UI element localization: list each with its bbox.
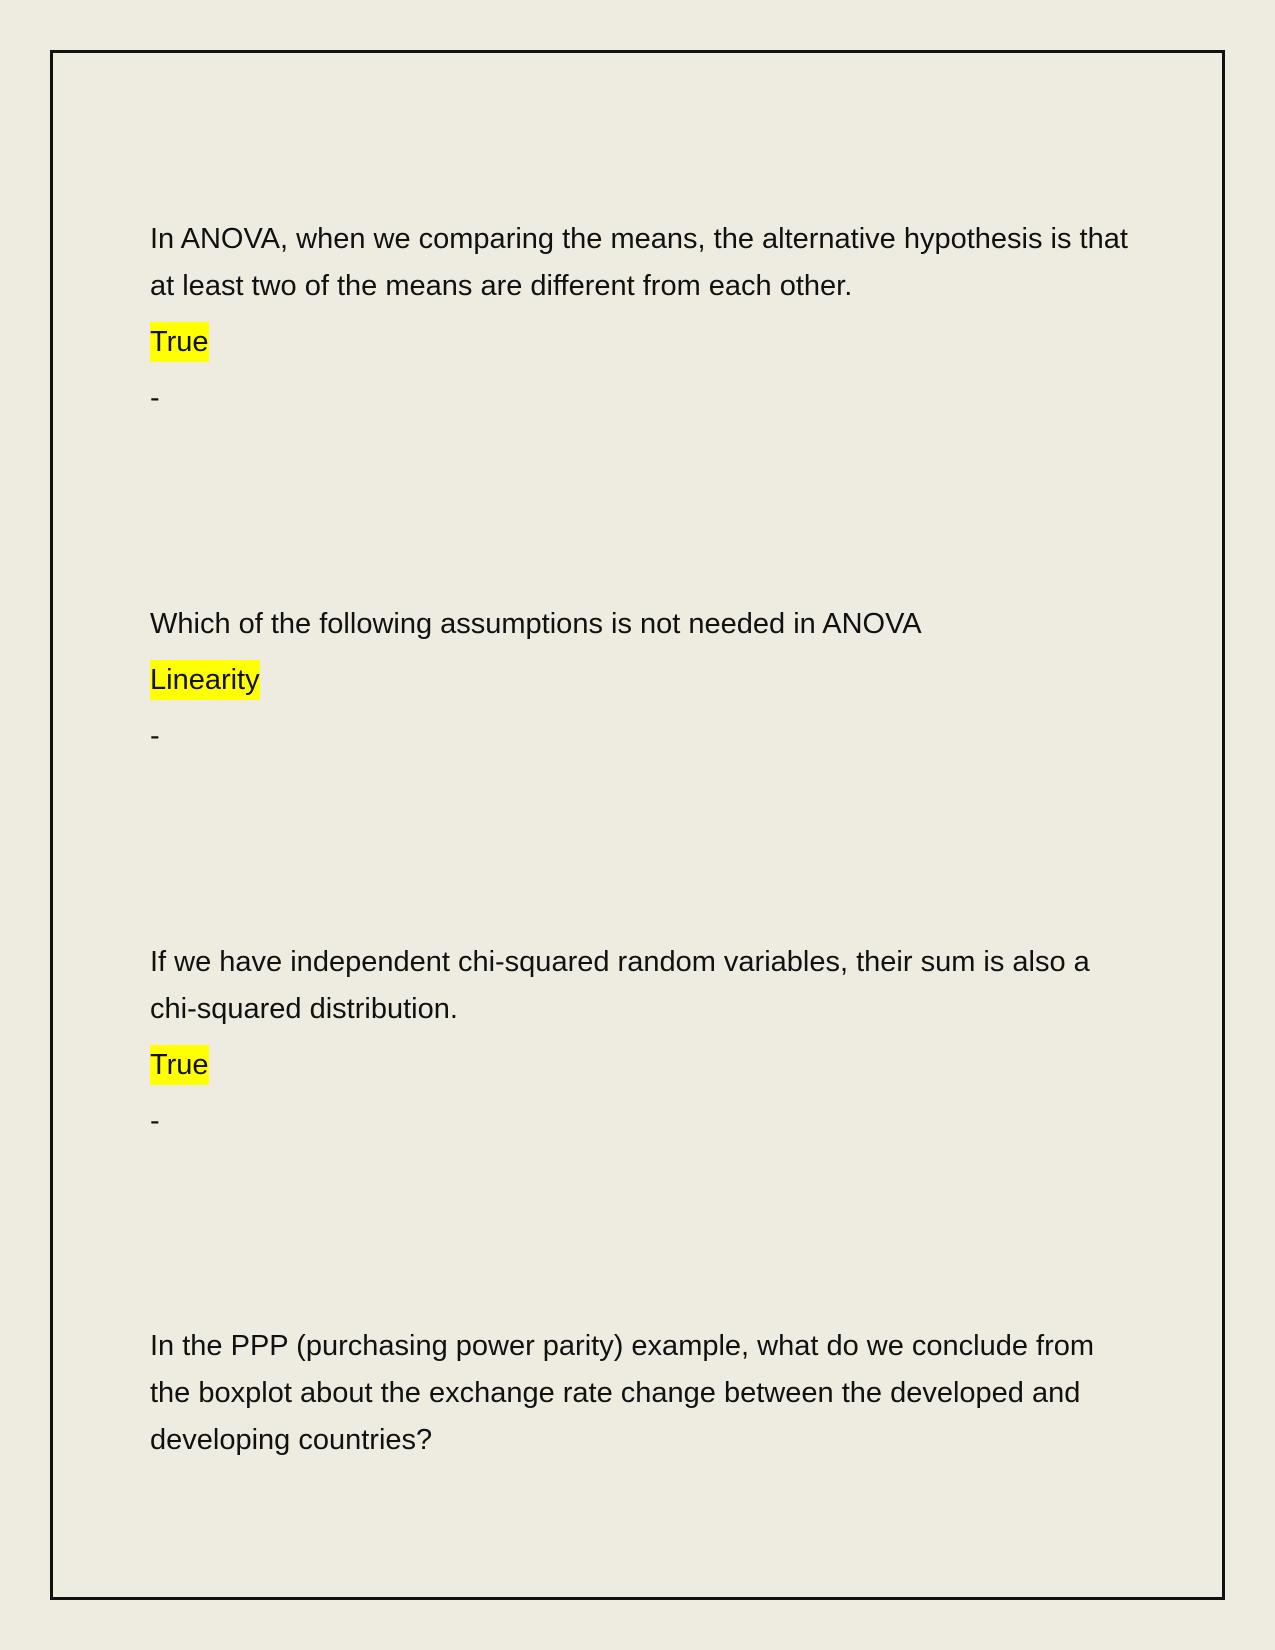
separator-dash: - — [150, 382, 160, 414]
qa-item-1 — [150, 216, 1140, 418]
separator-dash: - — [150, 1105, 160, 1137]
highlighted-answer: True — [150, 1045, 209, 1085]
qa-item-3 — [150, 939, 1140, 1141]
highlighted-answer: True — [150, 322, 209, 362]
question-text: Which of the following assumptions is not needed in ANOVA — [150, 608, 922, 640]
highlighted-answer: Linearity — [150, 660, 260, 700]
question-text: In ANOVA, when we comparing the means, the alternative hypothesis is that at least two of the means are different from each other. — [150, 223, 1128, 302]
question-text: If we have independent chi-squared random variables, their sum is also a chi-squared distribution. — [150, 946, 1090, 1025]
question-text: In the PPP (purchasing power parity) example, what do we conclude from the boxplot about the exchange rate change between the developed and developing countries? — [150, 1330, 1095, 1456]
separator-dash: - — [150, 720, 160, 752]
qa-item-4 — [150, 1323, 1140, 1464]
qa-item-2 — [150, 601, 1140, 756]
